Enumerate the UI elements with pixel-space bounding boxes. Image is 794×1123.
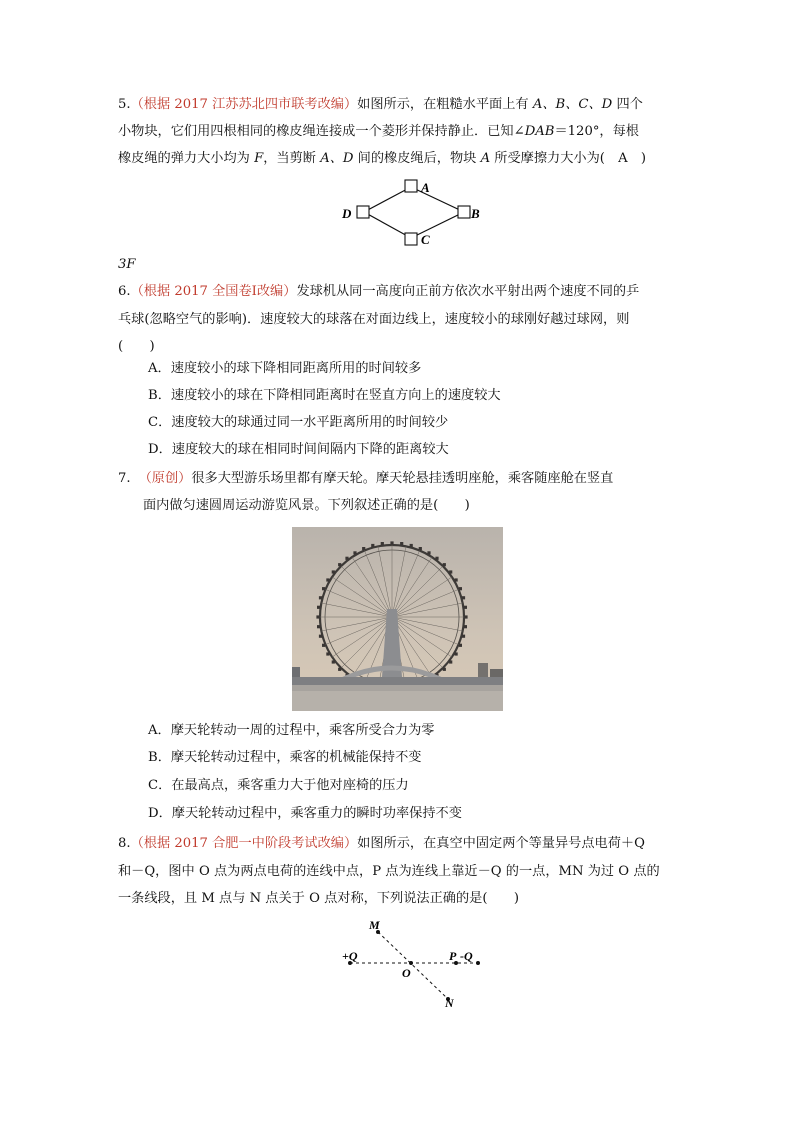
label-m: M [369,918,380,932]
wheel-cabin [464,625,467,628]
q7-line-2: 面内做匀速圆周运动游览风景。下列叙述正确的是( ) [143,498,470,513]
wheel-cabin [443,668,446,671]
label-o: O [402,966,411,980]
wheel-cabin [459,587,462,590]
wheel-cabin [319,635,322,638]
wheel-cabin [332,660,335,663]
q5-line-1: 5.（根据 2017 江苏苏北四市联考改编）如图所示，在粗糙水平面上有 A、B、C、D 四个 [118,97,643,112]
wheel-cabin [455,578,458,581]
wheel-cabin [345,557,348,560]
label-c: C [421,232,430,247]
wheel-cabin [381,542,384,545]
q8-source: （根据 2017 合肥一中阶段考试改编） [130,836,358,851]
q8-charge-diagram [338,915,498,1010]
segment-mn [378,932,448,999]
wheel-cabin [317,625,320,628]
q7-option-c: C．在最高点，乘客重力大于他对座椅的压力 [148,778,409,793]
q6-option-c: C．速度较大的球通过同一水平距离所用的时间较少 [148,415,449,430]
q7-source: （原创） [138,471,192,486]
wheel-cabin [449,570,452,573]
wheel-cabin [326,578,329,581]
block-c [405,233,417,245]
block-a [405,180,417,192]
q6-line-1: 6.（根据 2017 全国卷Ⅰ改编）发球机从同一高度向正前方依次水平射出两个速度不同的乒 [118,284,640,299]
q8-line-2: 和－Q，图中 O 点为两点电荷的连线中点，P 点为连线上靠近－Q 的一点，MN 为过 O 点的 [118,864,660,879]
wheel-cabin [353,551,356,554]
wheel-cabin [362,547,365,550]
label-n: N [445,996,454,1010]
wheel-cabin [435,557,438,560]
q5-rhombus-diagram [335,172,495,252]
q8-line-1: 8.（根据 2017 合肥一中阶段考试改编）如图所示，在真空中固定两个等量异号点电荷＋Q [118,836,645,851]
q7-number: 7. [118,471,131,486]
wheel-cabin [464,615,467,618]
wheel-cabin [462,596,465,599]
label-p: P [449,949,457,963]
label-minus-q: -Q [460,949,473,963]
point-o [409,961,413,965]
wheel-cabin [317,606,320,609]
q6-line-2: 乓球(忽略空气的影响)．速度较大的球落在对面边线上，速度较小的球刚好越过球网，则 [118,312,630,327]
wheel-cabin [427,551,430,554]
wheel-cabin [322,587,325,590]
q5-line-2: 小物块，它们用四根相同的橡皮绳连接成一个菱形并保持静止．已知∠DAB＝120°，每根 [118,124,639,139]
q6-number: 6. [118,284,131,299]
q5-source: （根据 2017 江苏苏北四市联考改编） [130,97,358,112]
wheel-cabin [400,542,403,545]
q5-answer: 3F [118,257,136,272]
label-a: A [421,180,430,195]
wheel-cabin [338,563,341,566]
wheel-cabin [462,635,465,638]
q6-source: （根据 2017 全国卷Ⅰ改编） [130,284,297,299]
wheel-cabin [449,660,452,663]
wheel-cabin [316,615,319,618]
label-d: D [342,206,352,221]
wheel-cabin [332,570,335,573]
wheel-cabin [371,544,374,547]
label-plus-q: +Q [342,949,358,963]
ferris-wheel-photo [292,527,503,711]
q6-line-3: ( ) [118,339,155,354]
wheel-cabin [443,563,446,566]
label-b: B [471,206,480,221]
block-b [458,206,470,218]
wheel-cabin [322,644,325,647]
q7-line-1: 7. （原创）很多大型游乐场里都有摩天轮。摩天轮悬挂透明座舱，乘客随座舱在竖直 [118,471,614,486]
q5-line-3: 橡皮绳的弹力大小均为 F，当剪断 A、D 间的橡皮绳后，物块 A 所受摩擦力大小为( A ) [118,151,646,166]
q8-line-3: 一条线段，且 M 点与 N 点关于 O 点对称，下列说法正确的是( ) [118,891,519,906]
wheel-cabin [319,596,322,599]
block-d [357,206,369,218]
q6-option-b: B．速度较小的球在下降相同距离时在竖直方向上的速度较大 [148,388,501,403]
q7-option-b: B．摩天轮转动过程中，乘客的机械能保持不变 [148,750,422,765]
q6-option-a: A．速度较小的球下降相同距离所用的时间较多 [148,361,422,376]
wheel-cabin [455,652,458,655]
q6-option-d: D．速度较大的球在相同时间间隔内下降的距离较大 [148,442,449,457]
point-minus-q [476,961,480,965]
rubber-band-rhombus [364,187,464,238]
wheel-cabin [459,644,462,647]
wheel-cabin [338,668,341,671]
wheel-cabin [326,652,329,655]
wheel-cabin [410,544,413,547]
wheel-cabin [464,606,467,609]
bridge-deck [292,677,503,685]
q5-number: 5. [118,97,131,112]
q8-number: 8. [118,836,131,851]
wheel-cabin [390,541,393,544]
q7-option-a: A．摩天轮转动一周的过程中，乘客所受合力为零 [148,723,435,738]
wheel-cabin [419,547,422,550]
q7-option-d: D．摩天轮转动过程中，乘客重力的瞬时功率保持不变 [148,806,462,821]
